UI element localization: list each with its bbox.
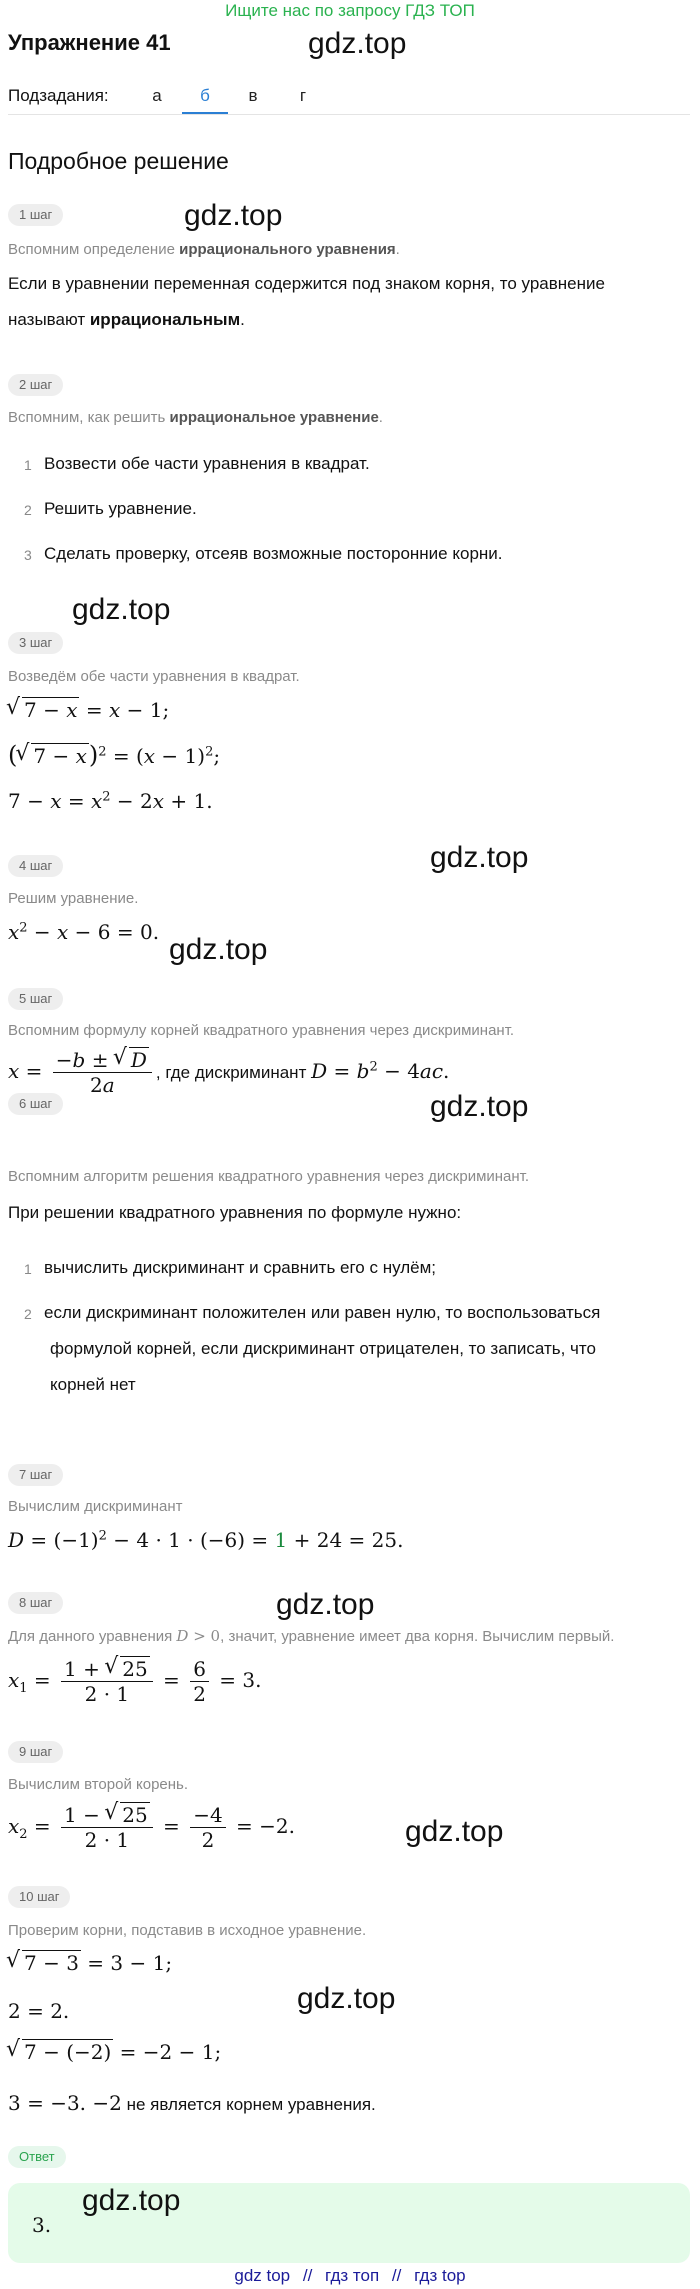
list-item-continued: корней нет — [50, 1375, 136, 1394]
equation: √ 7 − x = x − 1; — [8, 698, 169, 722]
watermark: gdz.top — [297, 1982, 396, 2015]
list-item: Сделать проверку, отсеяв возможные посторонние корни. — [44, 544, 503, 563]
step-badge: 6 шаг — [8, 1093, 63, 1115]
subtask-tab-a[interactable]: а — [152, 86, 162, 105]
answer-value: 3. — [32, 2213, 52, 2237]
list-item: вычислить дискриминант и сравнить его с нулём; — [44, 1258, 437, 1277]
equation: 2 = 2. — [8, 1999, 70, 2023]
page-title: Упражнение 41 — [8, 30, 171, 55]
step-badge: 4 шаг — [8, 855, 63, 877]
subtask-tab-b[interactable]: б — [182, 86, 228, 114]
equation: x = $\frac{-b \pm √ D}{2a}$ , где дискриминант $D = b^2 - 4ac$. — [8, 1048, 449, 1097]
footer-link[interactable]: gdz top — [234, 2266, 291, 2285]
list-number: 2 — [24, 1306, 32, 1322]
step-note: Проверим корни, подставив в исходное уравнение. — [8, 1922, 367, 1939]
step-note: Вспомним алгоритм решения квадратного уравнения через дискриминант. — [8, 1168, 530, 1185]
top-search-link[interactable]: Ищите нас по запросу ГДЗ ТОП — [225, 1, 475, 20]
list-number: 1 — [24, 1261, 32, 1277]
step-note: Вспомним формулу корней квадратного уравнения через дискриминант. — [8, 1022, 515, 1039]
watermark: gdz.top — [184, 199, 283, 232]
step-badge: 3 шаг — [8, 632, 63, 654]
equation: $x^2 - x - 6 = 0$. — [8, 920, 160, 944]
step-note: Возведём обе части уравнения в квадрат. — [8, 668, 300, 685]
watermark: gdz.top — [169, 933, 268, 966]
step-note: Вычислим второй корень. — [8, 1776, 189, 1793]
footer-link[interactable]: гдз топ — [325, 2266, 380, 2285]
watermark: gdz.top — [82, 2184, 181, 2217]
step-note: Вспомним определение иррационального уравнения. — [8, 241, 400, 258]
subtasks-label: Подзадания: — [8, 86, 109, 105]
answer-badge: Ответ — [8, 2146, 66, 2168]
list-item: Решить уравнение. — [44, 499, 197, 518]
equation: $D = (-1)^2 - 4 \cdot 1 \cdot (-6) = 1 + 24 = 25$. — [8, 1528, 404, 1552]
step-badge: 1 шаг — [8, 204, 63, 226]
step-note: Вспомним, как решить иррациональное уравнение. — [8, 409, 383, 426]
watermark: gdz.top — [276, 1588, 375, 1621]
step-badge: 9 шаг — [8, 1741, 63, 1763]
step-badge: 10 шаг — [8, 1886, 70, 1908]
equation: $7 - x = x^2 - 2x + 1$. — [8, 789, 213, 813]
step-text: При решении квадратного уравнения по формуле нужно: — [8, 1203, 462, 1222]
equation: √ 7 − (−2) = −2 − 1; — [8, 2040, 221, 2064]
equation: $x_1$ = $\frac{1 + √ 25}{2 \cdot 1}$ = $\frac{6}{2}$ = 3. — [8, 1657, 261, 1706]
list-item: если дискриминант положителен или равен нулю, то воспользоваться — [44, 1303, 601, 1322]
watermark: gdz.top — [430, 1090, 529, 1123]
equation: √ 7 − 3 = 3 − 1; — [8, 1951, 172, 1975]
list-number: 3 — [24, 547, 32, 563]
step-note: Вычислим дискриминант — [8, 1498, 183, 1515]
watermark: gdz.top — [72, 593, 171, 626]
list-item-continued: формулой корней, если дискриминант отрицателен, то записать, что — [50, 1339, 596, 1358]
equation: 3 = −3. −2 не является корнем уравнения. — [8, 2091, 376, 2115]
equation: $x_2$ = $\frac{1 - √ 25}{2 \cdot 1}$ = $\frac{-4}{2}$ = −2. — [8, 1803, 295, 1852]
watermark: gdz.top — [405, 1815, 504, 1848]
list-number: 1 — [24, 457, 32, 473]
step-badge: 7 шаг — [8, 1464, 63, 1486]
list-item: Возвести обе части уравнения в квадрат. — [44, 454, 370, 473]
step-badge: 2 шаг — [8, 374, 63, 396]
subtasks-bar — [8, 82, 690, 115]
footer-link[interactable]: гдз top — [414, 2266, 466, 2285]
list-number: 2 — [24, 502, 32, 518]
watermark: gdz.top — [430, 841, 529, 874]
step-text: Если в уравнении переменная содержится под знаком корня, то уравнение — [8, 274, 605, 293]
footer-separator: // — [391, 2266, 402, 2285]
footer-separator: // — [302, 2266, 313, 2285]
watermark: gdz.top — [308, 27, 407, 60]
step-badge: 8 шаг — [8, 1592, 63, 1614]
subtask-tab-v[interactable]: в — [248, 86, 258, 105]
step-badge: 5 шаг — [8, 988, 63, 1010]
equation: (√ $7 - x)^2 = (x - 1)^2$; — [8, 741, 220, 769]
step-text: называют иррациональным. — [8, 310, 245, 329]
subtask-tab-g[interactable]: г — [299, 86, 307, 105]
footer-links — [0, 2266, 700, 2286]
step-note: Решим уравнение. — [8, 890, 139, 907]
section-heading: Подробное решение — [8, 148, 229, 174]
step-note: Для данного уравнения D > 0, значит, уравнение имеет два корня. Вычислим первый. — [8, 1627, 615, 1645]
